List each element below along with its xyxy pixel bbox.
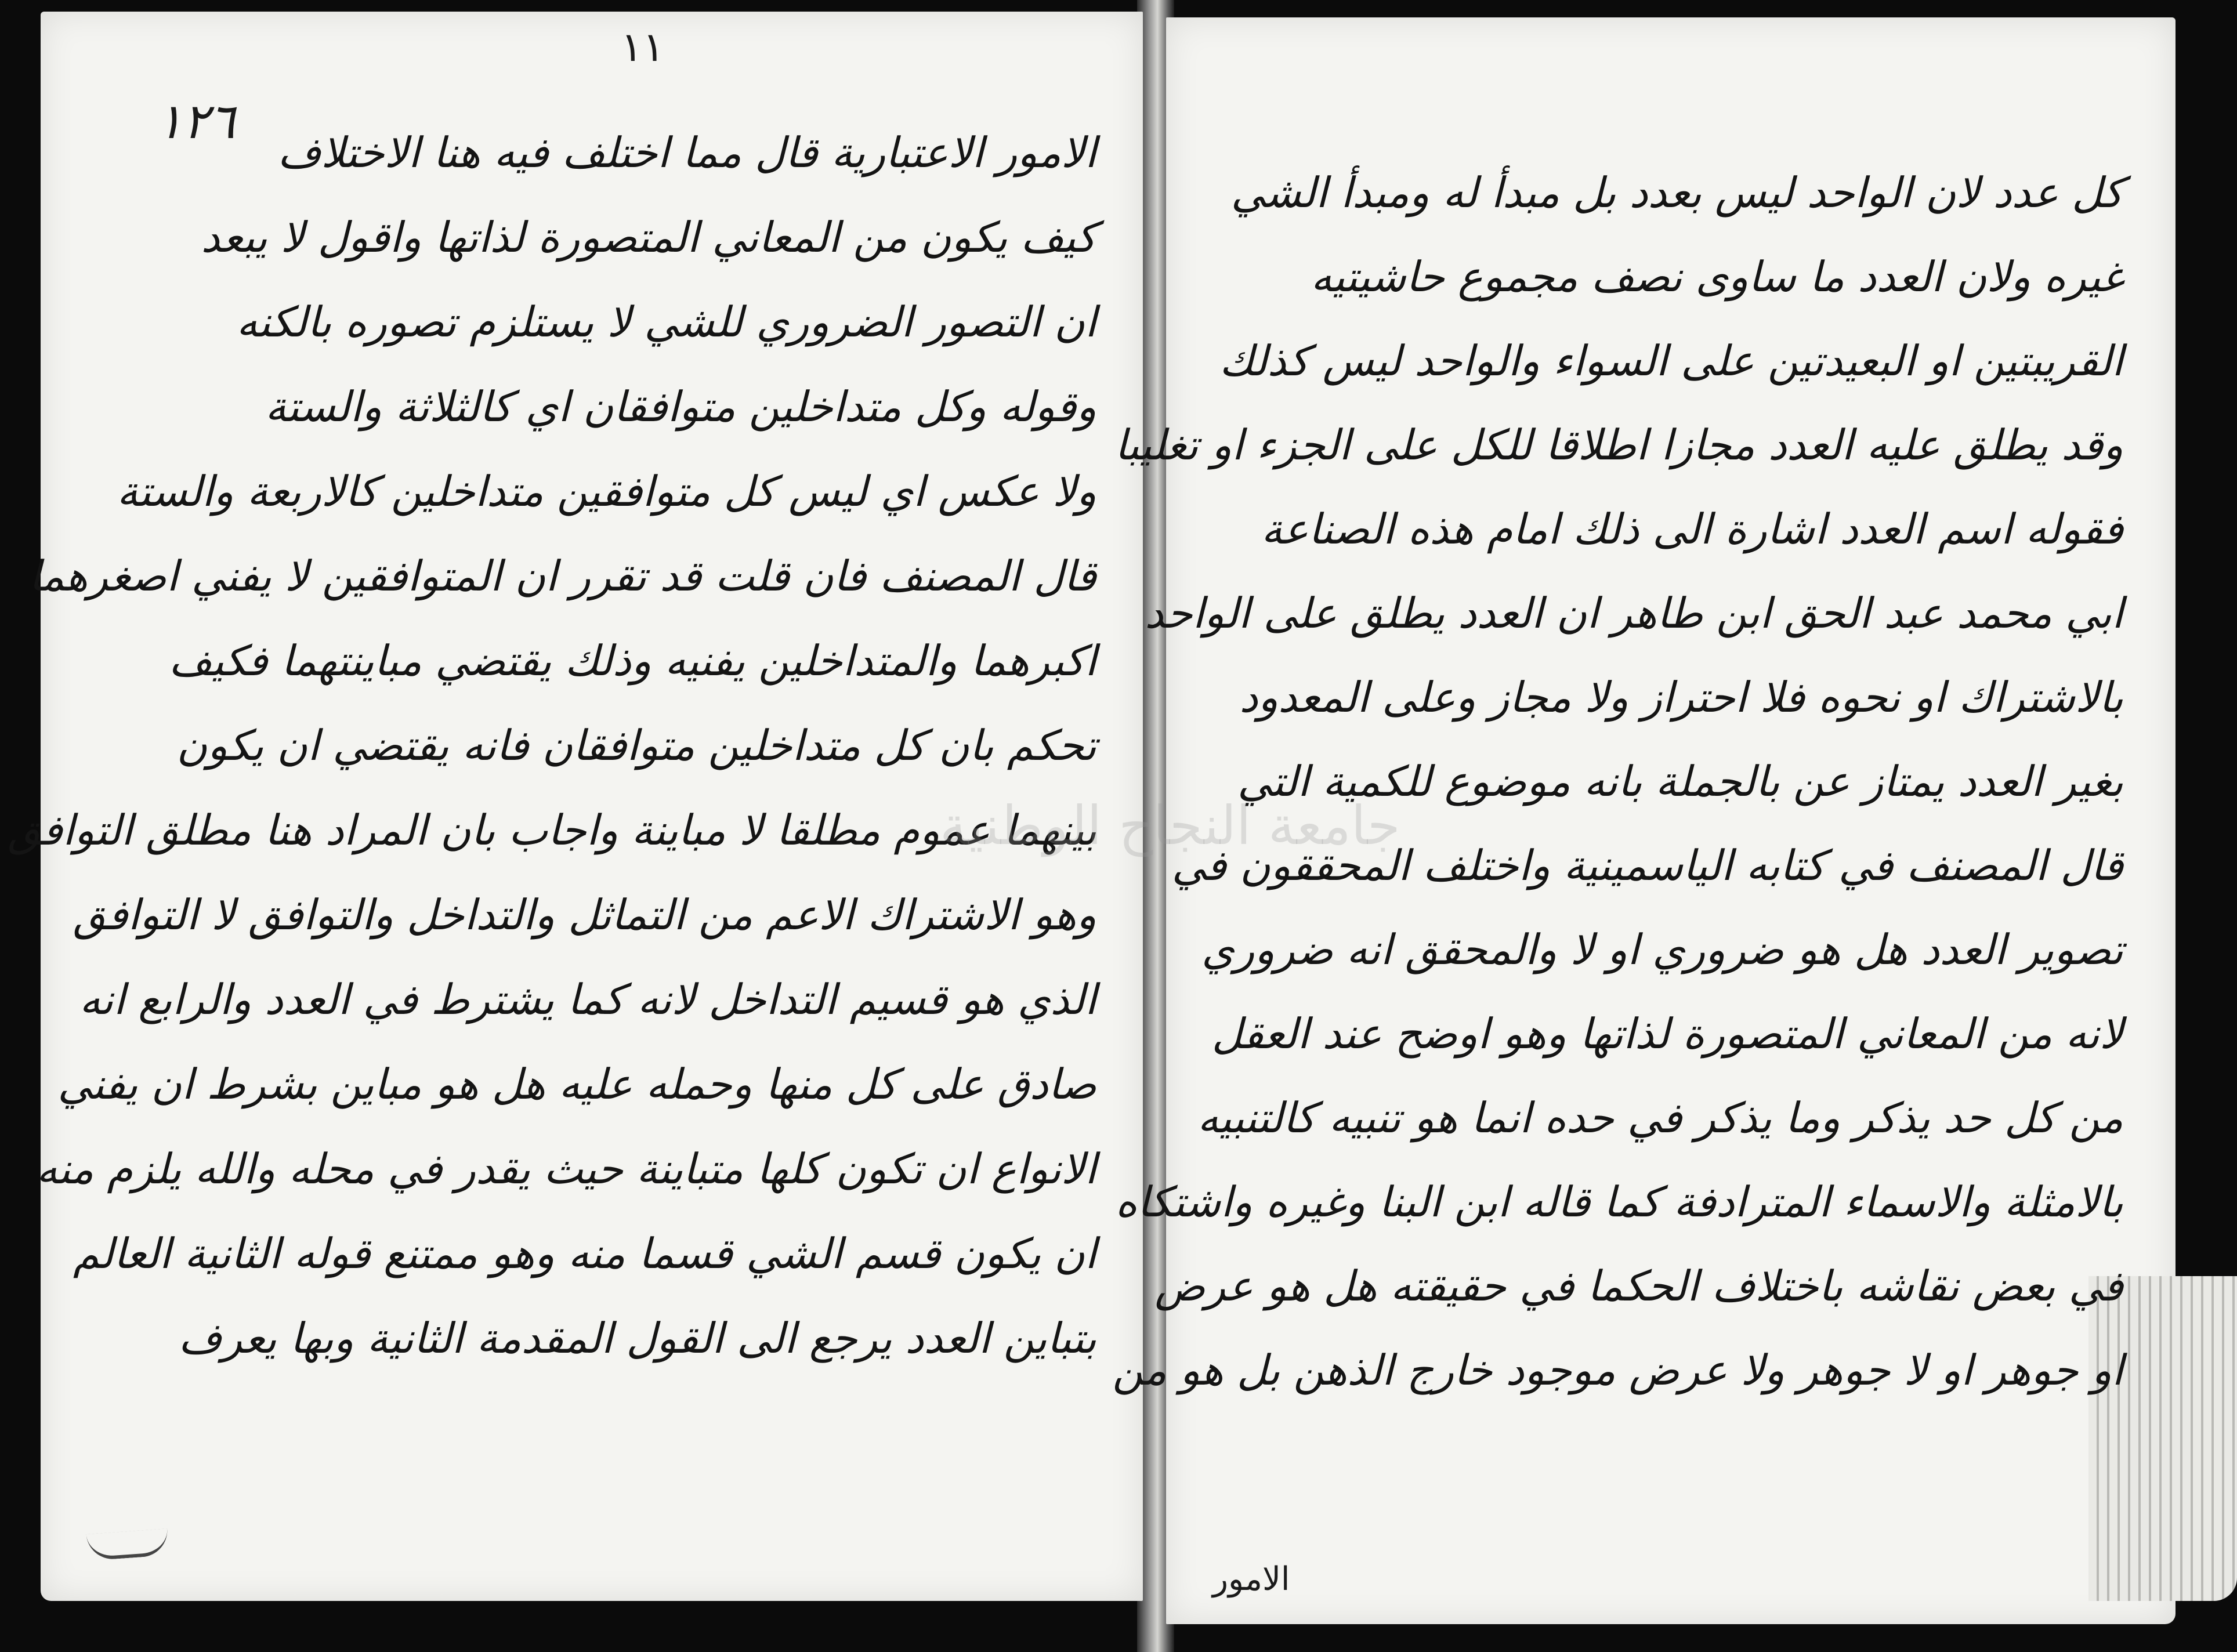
text-line: ان يكون قسم الشي قسما منه وهو ممتنع قوله الثانية العالم <box>73 1229 1096 1278</box>
text-line: تحكم بان كل متداخلين متوافقان فانه يقتضي ان يكون <box>176 721 1096 770</box>
text-line: الذي هو قسيم التداخل لانه كما يشترط في العدد والرابع انه <box>79 975 1096 1024</box>
text-line: وقد يطلق عليه العدد مجازا اطلاقا للكل على الجزء او تغليبا <box>1114 421 2123 469</box>
text-line: الامور الاعتبارية قال مما اختلف فيه هنا الاختلاف <box>277 128 1096 177</box>
text-line: اكبرهما والمتداخلين يفنيه وذلك يقتضي مباينتهما فكيف <box>169 636 1096 685</box>
library-watermark: جامعة النجاح الوطنية <box>940 795 1400 857</box>
text-line: بغير العدد يمتاز عن بالجملة بانه موضوع للكمية التي <box>1237 757 2123 806</box>
left-page-text <box>8 110 1096 1381</box>
text-line: بالامثلة والاسماء المترادفة كما قاله ابن البنا وغيره واشتكاه <box>1115 1178 2123 1226</box>
folio-number: ١٢٦ <box>157 93 236 150</box>
text-line: من كل حد يذكر وما يذكر في حده انما هو تنبيه كالتنبيه <box>1197 1093 2123 1142</box>
text-line: وهو الاشتراك الاعم من التماثل والتداخل والتوافق لا التوافق <box>73 890 1096 939</box>
text-line: ابي محمد عبد الحق ابن طاهر ان العدد يطلق على الواحد <box>1145 589 2123 637</box>
text-line: فقوله اسم العدد اشارة الى ذلك امام هذه الصناعة <box>1261 505 2123 553</box>
text-line: لانه من المعاني المتصورة لذاتها وهو اوضح عند العقل <box>1211 1009 2123 1058</box>
text-line: تصوير العدد هل هو ضروري او لا والمحقق انه ضروري <box>1201 925 2123 974</box>
catchword: الامور <box>1212 1560 1290 1598</box>
text-line: ان التصور الضروري للشي لا يستلزم تصوره بالكنه <box>236 298 1096 346</box>
text-line: صادق على كل منها وحمله عليه هل هو مباين بشرط ان يفني <box>57 1060 1096 1108</box>
text-line: بتباين العدد يرجع الى القول المقدمة الثانية وبها يعرف <box>178 1314 1096 1363</box>
text-line: القريبتين او البعيدتين على السواء والواحد ليس كذلك <box>1219 336 2123 385</box>
text-line: في بعض نقاشه باختلاف الحكما في حقيقته هل هو عرض <box>1154 1262 2123 1310</box>
text-line: وقوله وكل متداخلين متوافقان اي كالثلاثة والستة <box>265 382 1096 431</box>
top-mark: ١١ <box>621 23 665 71</box>
text-line: بينهما عموم مطلقا لا مباينة واجاب بان المراد هنا مطلق التوافق <box>8 806 1096 854</box>
text-line: قال المصنف في كتابه الياسمينية واختلف المحققون في <box>1171 841 2123 890</box>
text-line: غيره ولان العدد ما ساوى نصف مجموع حاشيتيه <box>1311 252 2123 301</box>
text-line: كيف يكون من المعاني المتصورة لذاتها واقول لا يبعد <box>201 213 1096 262</box>
text-line: الانواع ان تكون كلها متباينة حيث يقدر في محله والله يلزم منه <box>36 1144 1096 1193</box>
text-line: بالاشتراك او نحوه فلا احتراز ولا مجاز وعلى المعدود <box>1239 673 2123 722</box>
text-line: او جوهر او لا جوهر ولا عرض موجود خارج الذهن بل هو من <box>1112 1346 2123 1394</box>
text-line: قال المصنف فان قلت قد تقرر ان المتوافقين لا يفني اصغرهما <box>28 552 1096 600</box>
text-line: كل عدد لان الواحد ليس بعدد بل مبدأ له ومبدأ الشي <box>1230 168 2123 217</box>
text-line: ولا عكس اي ليس كل متوافقين متداخلين كالاربعة والستة <box>117 467 1096 516</box>
